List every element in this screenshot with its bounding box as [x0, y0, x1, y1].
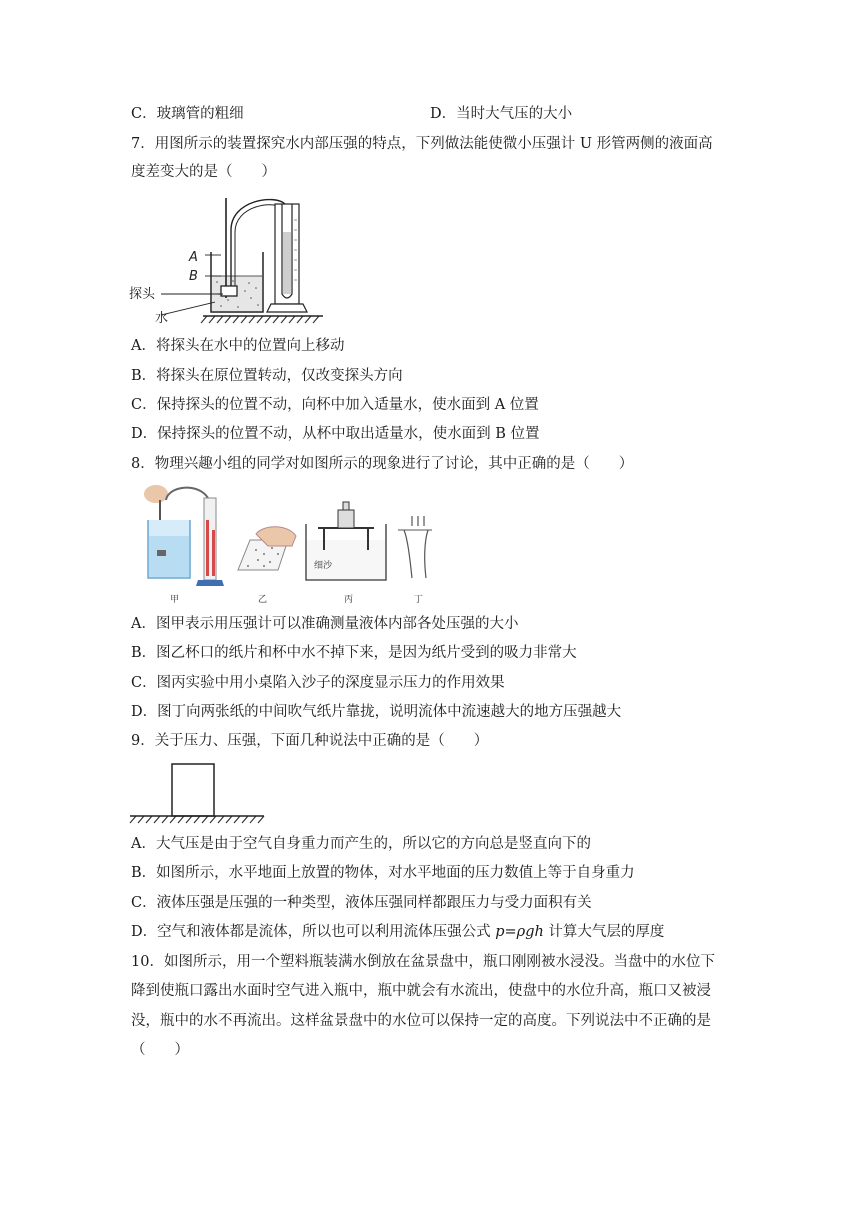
- q8-option-d: D．图丁向两张纸的中间吹气纸片靠拢，说明流体中流速越大的地方压强越大: [131, 704, 622, 720]
- q8-option-a: A．图甲表示用压强计可以准确测量液体内部各处压强的大小: [131, 616, 519, 632]
- q8-figure-panels: [128, 480, 458, 606]
- q7-option-b: B．将探头在原位置转动，仅改变探头方向: [131, 368, 403, 384]
- q7-option-d: D．保持探头的位置不动，从杯中取出适量水，使水面到 B 位置: [131, 426, 540, 442]
- q8-label-bing: 丙: [344, 595, 354, 605]
- q10-line1: 10．如图所示，用一个塑料瓶装满水倒放在盆景盘中，瓶口刚刚被水浸没。当盘中的水位下: [131, 954, 715, 970]
- q8-option-c: C．图丙实验中用小桌陷入沙子的深度显示压力的作用效果: [131, 675, 505, 691]
- q8-label-jia: 甲: [170, 595, 180, 605]
- q7-stem-line1: 7．用图所示的装置探究水内部压强的特点，下列做法能使微小压强计 U 形管两侧的液面高: [131, 136, 713, 152]
- q7-label-a: A: [189, 250, 198, 265]
- q7-figure-pressure-gauge: [125, 190, 330, 325]
- q7-stem-line2: 度差变大的是（ ）: [131, 164, 276, 180]
- q8-option-b: B．图乙杯口的纸片和杯中水不掉下来，是因为纸片受到的吸力非常大: [131, 645, 577, 661]
- q8-stem: 8．物理兴趣小组的同学对如图所示的现象进行了讨论，其中正确的是（ ）: [131, 456, 634, 472]
- q7-label-b: B: [189, 269, 198, 284]
- q9-option-d-formula: p=ρgh: [495, 924, 544, 940]
- q9-option-b: B．如图所示，水平地面上放置的物体，对水平地面的压力数值上等于自身重力: [131, 865, 635, 881]
- q10-line3: 没，瓶中的水不再流出。这样盆景盘中的水位可以保持一定的高度。下列说法中不正确的是: [131, 1013, 711, 1029]
- q8-label-ding: 丁: [414, 595, 424, 605]
- q9-option-a: A．大气压是由于空气自身重力而产生的，所以它的方向总是竖直向下的: [131, 836, 591, 852]
- q9-option-d-prefix: D．空气和液体都是流体，所以也可以利用流体压强公式: [131, 924, 496, 940]
- q8-label-sand: 细沙: [314, 561, 333, 571]
- q7-label-probe: 探头: [129, 287, 156, 302]
- q10-line4: （ ）: [131, 1042, 189, 1058]
- q7-option-a: A．将探头在水中的位置向上移动: [131, 338, 345, 354]
- q8-panel-jia-illustration: [144, 485, 224, 586]
- q7-label-water: 水: [155, 311, 169, 325]
- q9-option-d-suffix: 计算大气层的厚度: [543, 924, 665, 940]
- q7-option-c: C．保持探头的位置不动，向杯中加入适量水，使水面到 A 位置: [131, 397, 539, 413]
- q6-option-d: D．当时大气压的大小: [430, 106, 573, 122]
- q6-option-c: C．玻璃管的粗细: [131, 106, 244, 122]
- q9-figure-block-on-ground: [128, 760, 268, 828]
- q9-option-d: [131, 922, 664, 942]
- q8-label-yi: 乙: [258, 595, 268, 605]
- q10-line2: 降到使瓶口露出水面时空气进入瓶中，瓶中就会有水流出，使盘中的水位升高，瓶口又被浸: [131, 983, 711, 999]
- q9-stem: 9．关于压力、压强，下面几种说法中正确的是（ ）: [131, 733, 489, 749]
- q9-option-c: C．液体压强是压强的一种类型，液体压强同样都跟压力与受力面积有关: [131, 895, 592, 911]
